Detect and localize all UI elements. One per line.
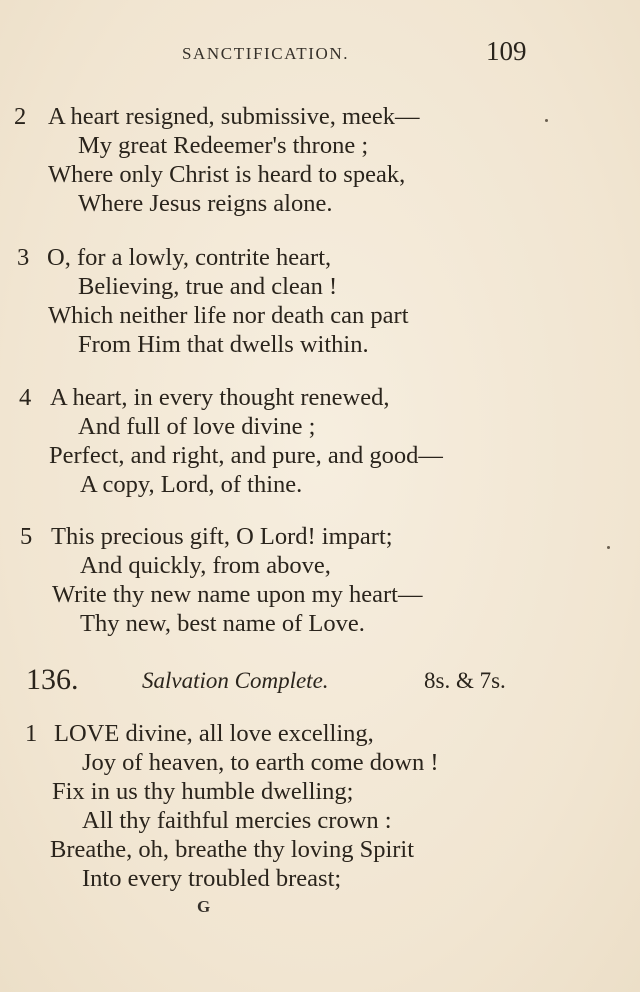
stanza-number: 4	[19, 384, 32, 411]
page-number: 109	[486, 36, 527, 66]
verse-line: LOVE divine, all love excelling,	[54, 720, 374, 747]
verse-line: Breathe, oh, breathe thy loving Spirit	[50, 836, 415, 863]
verse-line: My great Redeemer's throne ;	[78, 132, 369, 159]
verse-line: And quickly, from above,	[80, 552, 331, 579]
signature-mark: G	[197, 897, 211, 916]
verse-line: Into every troubled breast;	[82, 865, 342, 892]
verse-line: Where Jesus reigns alone.	[78, 190, 333, 217]
verse-line: Believing, true and clean !	[78, 273, 338, 300]
verse-line: Write thy new name upon my heart—	[52, 581, 423, 608]
verse-line: And full of love divine ;	[78, 413, 316, 440]
verse-line: O, for a lowly, contrite heart,	[47, 244, 332, 271]
stanza-number: 1	[25, 720, 38, 747]
verse-line: This precious gift, O Lord! impart;	[51, 523, 393, 550]
stanza-number: 2	[14, 103, 27, 130]
running-head: SANCTIFICATION.	[182, 44, 350, 63]
stanza-number: 3	[17, 244, 30, 271]
verse-line: Perfect, and right, and pure, and good—	[49, 442, 443, 469]
verse-line: Thy new, best name of Love.	[80, 610, 365, 637]
verse-line: Where only Christ is heard to speak,	[48, 161, 406, 188]
hymn-meter: 8s. & 7s.	[424, 668, 506, 693]
hymn-header	[0, 662, 640, 698]
verse-line: A heart, in every thought renewed,	[50, 384, 390, 411]
paper-speck	[545, 119, 548, 122]
verse-line: From Him that dwells within.	[78, 331, 369, 358]
verse-line: A copy, Lord, of thine.	[80, 471, 303, 498]
paper-speck	[607, 546, 610, 549]
verse-line: All thy faithful mercies crown :	[82, 807, 392, 834]
verse-line: Fix in us thy humble dwelling;	[52, 778, 354, 805]
verse-line: Joy of heaven, to earth come down !	[82, 749, 439, 776]
stanza-number: 5	[20, 523, 33, 550]
hymn-number: 136.	[26, 663, 79, 696]
hymn-title: Salvation Complete.	[142, 668, 329, 693]
verse-line: A heart resigned, submissive, meek—	[48, 103, 420, 130]
verse-line: Which neither life nor death can part	[48, 302, 409, 329]
